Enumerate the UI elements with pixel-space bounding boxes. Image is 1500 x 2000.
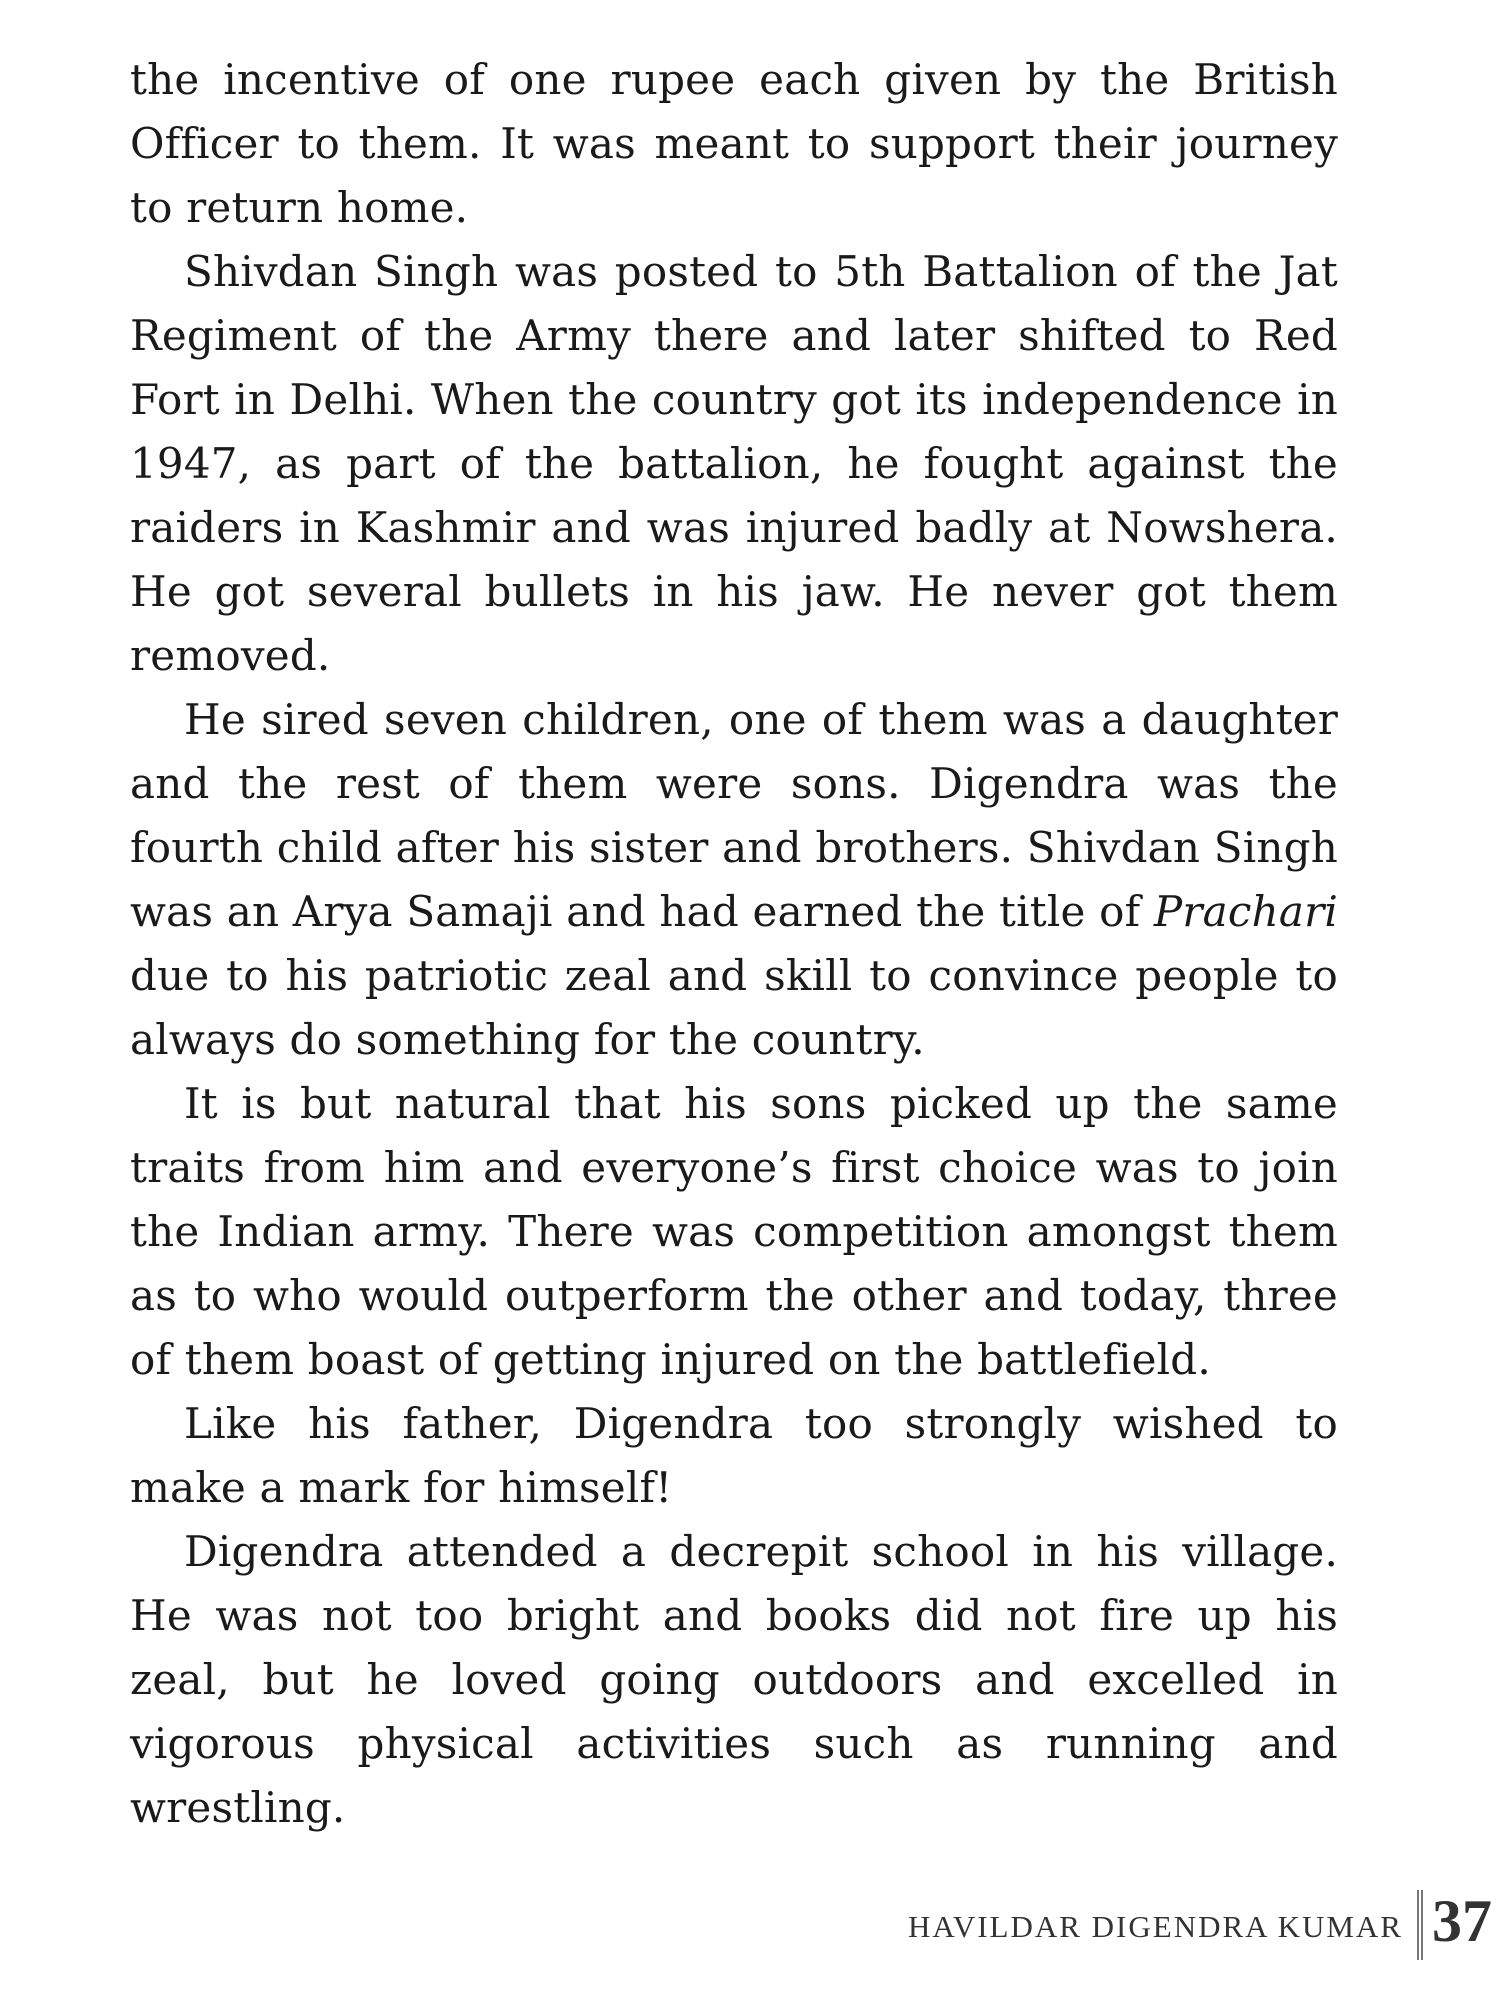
paragraph-3-after: due to his patriotic zeal and skill to convince people to always do something for the country.: [130, 951, 1338, 1064]
running-title: HAVILDAR DIGENDRA KUMAR: [908, 1909, 1403, 1944]
paragraph-1: the incentive of one rupee each given by the British Officer to them. It was meant to support their journey to return home.: [130, 55, 1338, 232]
page-number: 37: [1432, 1888, 1492, 1954]
paragraph-4: It is but natural that his sons picked up the same traits from him and everyone’s first choice was to join the Indian army. There was competition amongst them as to who would outperform the other and today, three of them boast of getting injured on the battlefield.: [130, 1079, 1338, 1384]
paragraph-2: Shivdan Singh was posted to 5th Battalion of the Jat Regiment of the Army there and later shifted to Red Fort in Delhi. When the country got its independence in 1947, as part of the battalion, he fought against the raiders in Kashmir and was injured badly at Nowshera. He got several bullets in his jaw. He never got them removed.: [130, 247, 1338, 680]
footer-divider: [1417, 1890, 1425, 1960]
page-body: [130, 48, 1338, 1840]
page-footer: [0, 1890, 1500, 2000]
paragraph-6: Digendra attended a decrepit school in his village. He was not too bright and books did not fire up his zeal, but he loved going outdoors and excelled in vigorous physical activities such as running and wrestling.: [130, 1527, 1338, 1832]
paragraph-3-before: He sired seven children, one of them was a daughter and the rest of them were sons. Digendra was the fourth child after his sister and brothers. Shivdan Singh was an Arya Samaji and had earned the title of: [130, 695, 1338, 936]
paragraph-5: Like his father, Digendra too strongly wished to make a mark for himself!: [130, 1399, 1338, 1512]
paragraph-3-italic: Prachari: [1153, 887, 1338, 936]
paragraph-3: [130, 688, 1338, 1072]
